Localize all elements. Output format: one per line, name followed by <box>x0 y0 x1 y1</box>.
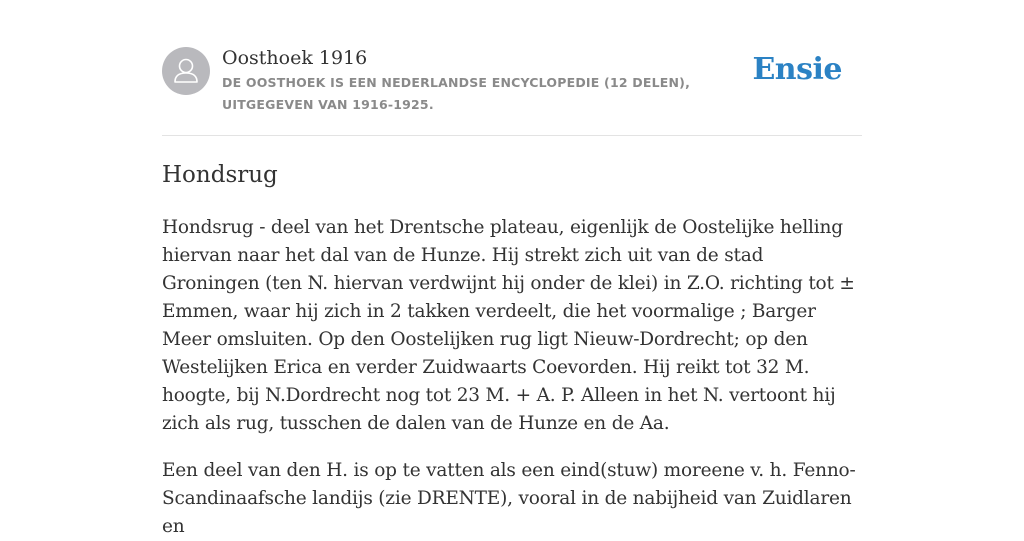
content-column <box>162 0 862 541</box>
user-icon <box>162 47 210 95</box>
article-paragraph: Hondsrug - deel van het Drentsche plateau, eigenlijk de Oostelijke helling hiervan naar het dal van de Hunze. Hij strekt zich uit van de stad Groningen (ten N. hiervan verdwijnt hij onder de klei) in Z.O. richting tot ± Emmen, waar hij zich in 2 takken verdeelt, die het voormalige ; Barger Meer omsluiten. Op den Oostelijken rug ligt Nieuw-Dordrecht; op den Westelijken Erica en verder Zuidwaarts Coevorden. Hij reikt tot 32 M. hoogte, bij N.Dordrecht nog tot 23 M. + A. P. Alleen in het N. vertoont hij zich als rug, tusschen de dalen van de Hunze en de Aa. <box>162 217 855 434</box>
source-description: DE OOSTHOEK IS EEN NEDERLANDSE ENCYCLOPEDIE (12 DELEN), UITGEGEVEN VAN 1916-1925. <box>222 75 691 112</box>
source-title[interactable]: Oosthoek 1916 <box>222 47 368 69</box>
ensie-logo[interactable]: Ensie <box>752 52 842 87</box>
source-header <box>162 0 862 136</box>
article-title: Hondsrug <box>162 162 278 188</box>
source-avatar[interactable] <box>162 47 210 95</box>
article-paragraph: Een deel van den H. is op te vatten als een eind(stuw) moreene v. h. Fenno-Scandinaafsche landijs (zie DRENTE), vooral in de nabijheid van Zuidlaren en <box>162 460 856 537</box>
